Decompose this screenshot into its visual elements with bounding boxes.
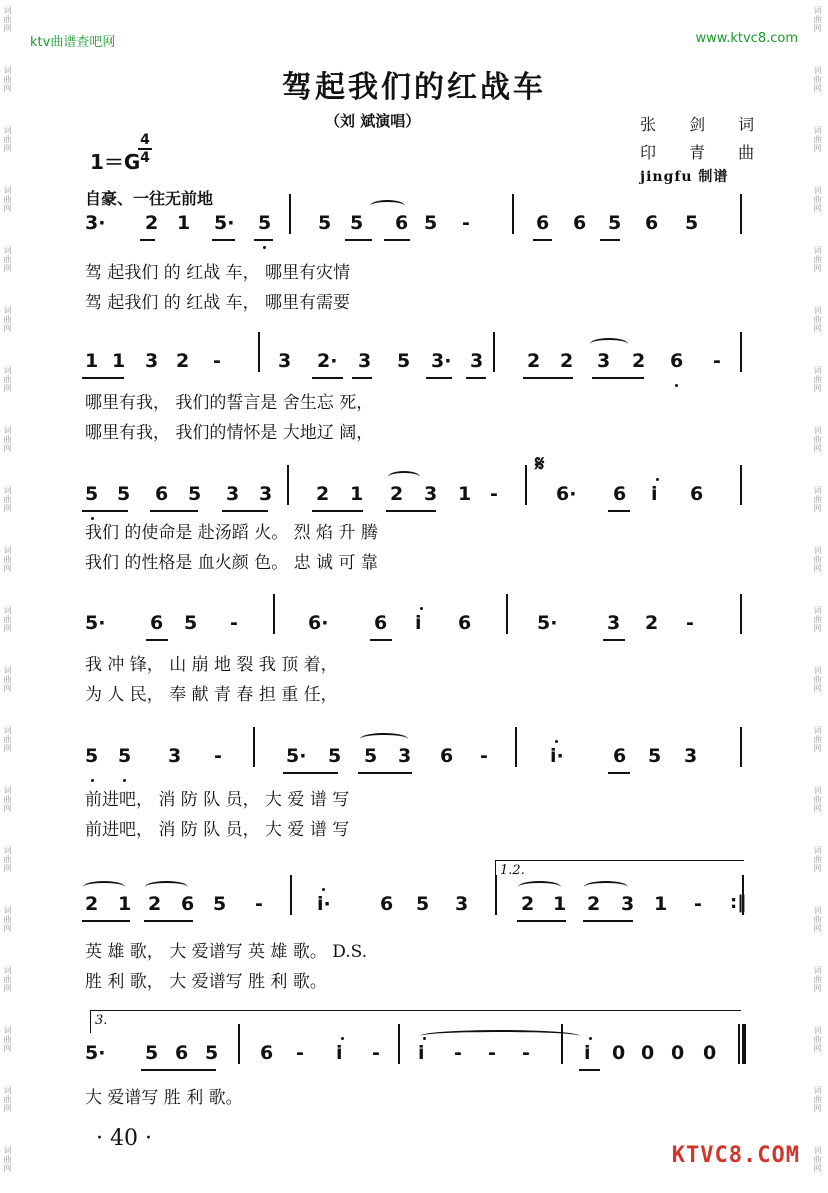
edge-watermark-text: 词曲网 bbox=[3, 1026, 12, 1053]
jianpu-note: - bbox=[296, 1042, 304, 1064]
jianpu-note: - bbox=[462, 212, 470, 234]
jianpu-note: 2 bbox=[587, 893, 601, 915]
underline-beam bbox=[579, 1069, 600, 1071]
jianpu-note: 5 bbox=[117, 483, 131, 505]
jianpu-note: 2· bbox=[317, 350, 338, 372]
bar-line bbox=[258, 332, 260, 372]
underline-beam bbox=[608, 772, 630, 774]
jianpu-note: 2 bbox=[632, 350, 646, 372]
jianpu-note: 3 bbox=[424, 483, 438, 505]
bar-line bbox=[740, 465, 742, 505]
lyric-line: 哪里有我， 我们的情怀是 大地辽 阔， bbox=[85, 423, 374, 443]
time-signature bbox=[138, 132, 152, 166]
edge-watermark-text: 词曲网 bbox=[813, 1086, 822, 1113]
octave-dot-above bbox=[656, 478, 659, 481]
octave-dot-above bbox=[420, 607, 423, 610]
jianpu-note: 0 bbox=[671, 1042, 685, 1064]
jianpu-note: 6 bbox=[458, 612, 472, 634]
underline-beam bbox=[82, 920, 130, 922]
underline-beam bbox=[150, 510, 198, 512]
lyric-line: 我 冲 锋， 山 崩 地 裂 我 顶 着， bbox=[85, 655, 338, 675]
jianpu-note: 3 bbox=[621, 893, 635, 915]
jianpu-note: 5 bbox=[424, 212, 438, 234]
underline-beam bbox=[386, 510, 436, 512]
bar-line bbox=[287, 465, 289, 505]
jianpu-note: 5 bbox=[205, 1042, 219, 1064]
jianpu-note: 3 bbox=[684, 745, 698, 767]
lyric-line: 我们 的性格是 血火颜 色。 忠 诚 可 靠 bbox=[85, 553, 378, 573]
jianpu-note: 6 bbox=[395, 212, 409, 234]
jianpu-note: 3· bbox=[431, 350, 452, 372]
jianpu-note: - bbox=[490, 483, 498, 505]
underline-beam bbox=[82, 510, 128, 512]
edge-watermark-text: 词曲网 bbox=[3, 966, 12, 993]
bar-line bbox=[740, 332, 742, 372]
repeat-sign: :‖ bbox=[730, 892, 747, 913]
bar-line bbox=[506, 594, 508, 634]
underline-beam bbox=[352, 377, 372, 379]
jianpu-note: 3 bbox=[259, 483, 273, 505]
octave-dot-above bbox=[555, 740, 558, 743]
jianpu-note: 6 bbox=[155, 483, 169, 505]
jianpu-note: - bbox=[713, 350, 721, 372]
jianpu-note: 6 bbox=[573, 212, 587, 234]
lyric-line: 哪里有我， 我们的誓言是 舍生忘 死， bbox=[85, 393, 374, 413]
arranger-credit: jingfu 制谱 bbox=[640, 169, 729, 185]
edge-watermark-text: 词曲网 bbox=[813, 66, 822, 93]
edge-watermark-text: 词曲网 bbox=[813, 846, 822, 873]
jianpu-note: 0 bbox=[612, 1042, 626, 1064]
jianpu-note: 5· bbox=[214, 212, 235, 234]
jianpu-note: 1 bbox=[85, 350, 99, 372]
jianpu-note: 3 bbox=[226, 483, 240, 505]
jianpu-note: 1 bbox=[553, 893, 567, 915]
edge-watermark-text: 词曲网 bbox=[3, 906, 12, 933]
edge-watermark-text: 词曲网 bbox=[813, 486, 822, 513]
lyric-line: 胜 利 歌， 大 爱谱写 胜 利 歌。 bbox=[85, 972, 327, 992]
jianpu-note: 5 bbox=[328, 745, 342, 767]
jianpu-note: 3· bbox=[85, 212, 106, 234]
edge-watermark-text: 词曲网 bbox=[813, 546, 822, 573]
underline-beam bbox=[533, 239, 552, 241]
score-system bbox=[0, 483, 828, 603]
bar-line bbox=[493, 332, 495, 372]
jianpu-note: 5 bbox=[258, 212, 272, 234]
jianpu-note: 3 bbox=[597, 350, 611, 372]
jianpu-note: 5 bbox=[85, 745, 99, 767]
edge-watermark-text: 词曲网 bbox=[813, 6, 822, 33]
jianpu-note: - bbox=[213, 350, 221, 372]
underline-beam bbox=[312, 510, 363, 512]
underline-beam bbox=[592, 377, 644, 379]
underline-beam bbox=[212, 239, 235, 241]
lyric-line: 前进吧， 消 防 队 员， 大 爱 谱 写 bbox=[85, 820, 350, 840]
jianpu-note: 5 bbox=[188, 483, 202, 505]
edge-watermark-text: 词曲网 bbox=[3, 1146, 12, 1173]
jianpu-note: 1 bbox=[654, 893, 668, 915]
tie-slur bbox=[145, 881, 188, 893]
jianpu-note: 5 bbox=[364, 745, 378, 767]
underline-beam bbox=[583, 920, 633, 922]
jianpu-note: 3 bbox=[278, 350, 292, 372]
bar-line bbox=[273, 594, 275, 634]
score-system bbox=[0, 350, 828, 470]
underline-beam bbox=[358, 772, 412, 774]
lyric-line: 驾 起我们 的 红战 车， 哪里有灾情 bbox=[85, 263, 351, 283]
underline-beam bbox=[466, 377, 486, 379]
tie-slur bbox=[360, 733, 408, 745]
jianpu-note: 2 bbox=[148, 893, 162, 915]
jianpu-note: 6· bbox=[308, 612, 329, 634]
octave-dot-above bbox=[589, 1037, 592, 1040]
octave-dot-above bbox=[423, 1037, 426, 1040]
jianpu-note: 6· bbox=[556, 483, 577, 505]
volta-bracket bbox=[90, 1010, 741, 1033]
jianpu-note: 5· bbox=[286, 745, 307, 767]
underline-beam bbox=[517, 920, 566, 922]
edge-watermark-text: 词曲网 bbox=[3, 786, 12, 813]
jianpu-note: 2 bbox=[176, 350, 190, 372]
tempo-marking: 自豪、一往无前地 bbox=[85, 189, 214, 208]
tie-slur bbox=[388, 471, 420, 483]
underline-beam bbox=[523, 377, 573, 379]
edge-watermark-text: 词曲网 bbox=[813, 726, 822, 753]
underline-beam bbox=[144, 920, 193, 922]
jianpu-note: 5 bbox=[648, 745, 662, 767]
jianpu-note: 2 bbox=[560, 350, 574, 372]
edge-watermark-text: 词曲网 bbox=[3, 606, 12, 633]
jianpu-note: 3 bbox=[145, 350, 159, 372]
jianpu-note: 6 bbox=[181, 893, 195, 915]
site-name-left[interactable]: ktv曲谱查吧网 bbox=[30, 35, 116, 50]
bar-line bbox=[740, 594, 742, 634]
jianpu-note: 5· bbox=[85, 612, 106, 634]
performer: （刘 斌演唱） bbox=[325, 112, 421, 130]
jianpu-note: 5 bbox=[318, 212, 332, 234]
jianpu-note: 6 bbox=[690, 483, 704, 505]
jianpu-note: 6 bbox=[536, 212, 550, 234]
lyric-line: 驾 起我们 的 红战 车， 哪里有需要 bbox=[85, 293, 351, 313]
edge-watermark-text: 词曲网 bbox=[813, 366, 822, 393]
octave-dot-above bbox=[341, 1037, 344, 1040]
jianpu-note: 5 bbox=[397, 350, 411, 372]
jianpu-note: 6 bbox=[175, 1042, 189, 1064]
jianpu-note: 5· bbox=[85, 1042, 106, 1064]
jianpu-note: 0 bbox=[703, 1042, 717, 1064]
jianpu-note: - bbox=[686, 612, 694, 634]
edge-watermark-text: 词曲网 bbox=[3, 186, 12, 213]
lyric-line: 为 人 民， 奉 献 青 春 担 重 任， bbox=[85, 685, 338, 705]
lyric-line: 我们 的使命是 赴汤蹈 火。 烈 焰 升 腾 bbox=[85, 523, 378, 543]
jianpu-note: - bbox=[694, 893, 702, 915]
score-system bbox=[0, 212, 828, 332]
edge-watermark-text: 词曲网 bbox=[813, 1026, 822, 1053]
ktvc8-logo: KTVC8.COM bbox=[671, 1143, 800, 1168]
lyric-line: 英 雄 歌， 大 爱谱写 英 雄 歌。 D.S. bbox=[85, 942, 368, 962]
octave-dot-below bbox=[123, 779, 126, 782]
jianpu-note: - bbox=[488, 1042, 496, 1064]
jianpu-note: - bbox=[214, 745, 222, 767]
edge-watermark-text: 词曲网 bbox=[3, 6, 12, 33]
final-bar-line bbox=[742, 1024, 746, 1064]
jianpu-note: 3 bbox=[398, 745, 412, 767]
jianpu-note: 6 bbox=[645, 212, 659, 234]
composer-credit: 印 青 曲 bbox=[640, 143, 769, 162]
lyricist-credit: 张 剑 词 bbox=[640, 115, 769, 134]
jianpu-note: i bbox=[584, 1042, 591, 1064]
octave-dot-above bbox=[322, 888, 325, 891]
underline-beam bbox=[600, 239, 620, 241]
jianpu-note: i bbox=[336, 1042, 343, 1064]
jianpu-note: i· bbox=[550, 745, 564, 767]
octave-dot-below bbox=[675, 384, 678, 387]
underline-beam bbox=[146, 639, 168, 641]
song-title: 驾起我们的红战车 bbox=[282, 70, 546, 105]
jianpu-note: 3 bbox=[470, 350, 484, 372]
jianpu-note: 1 bbox=[112, 350, 126, 372]
jianpu-note: 6 bbox=[613, 745, 627, 767]
edge-watermark-text: 词曲网 bbox=[3, 426, 12, 453]
edge-watermark-text: 词曲网 bbox=[3, 546, 12, 573]
underline-beam bbox=[283, 772, 338, 774]
jianpu-note: 2 bbox=[521, 893, 535, 915]
segno-sign: 𝄋 bbox=[535, 452, 545, 477]
edge-watermark-text: 词曲网 bbox=[813, 126, 822, 153]
jianpu-note: - bbox=[454, 1042, 462, 1064]
jianpu-note: 5 bbox=[416, 893, 430, 915]
underline-beam bbox=[82, 377, 124, 379]
edge-watermark-text: 词曲网 bbox=[3, 66, 12, 93]
octave-dot-below bbox=[91, 779, 94, 782]
jianpu-note: i bbox=[651, 483, 658, 505]
lyric-line: 大 爱谱写 胜 利 歌。 bbox=[85, 1088, 243, 1108]
edge-watermark-text: 词曲网 bbox=[3, 366, 12, 393]
bar-line bbox=[290, 875, 292, 915]
edge-watermark-text: 词曲网 bbox=[813, 606, 822, 633]
jianpu-note: 5 bbox=[685, 212, 699, 234]
jianpu-note: 0 bbox=[641, 1042, 655, 1064]
underline-beam bbox=[222, 510, 268, 512]
underline-beam bbox=[603, 639, 625, 641]
page-number: · 40 · bbox=[96, 1126, 152, 1151]
octave-dot-below bbox=[263, 246, 266, 249]
score-system bbox=[0, 893, 828, 1013]
underline-beam bbox=[254, 239, 273, 241]
bar-line bbox=[740, 727, 742, 767]
jianpu-note: 6 bbox=[613, 483, 627, 505]
jianpu-note: 1 bbox=[118, 893, 132, 915]
jianpu-note: 5 bbox=[608, 212, 622, 234]
jianpu-note: 6 bbox=[440, 745, 454, 767]
jianpu-note: 2 bbox=[390, 483, 404, 505]
jianpu-note: 3 bbox=[607, 612, 621, 634]
jianpu-note: 2 bbox=[316, 483, 330, 505]
jianpu-note: i· bbox=[317, 893, 331, 915]
jianpu-note: i bbox=[415, 612, 422, 634]
jianpu-note: 5 bbox=[118, 745, 132, 767]
bar-line bbox=[525, 465, 527, 505]
site-url-right[interactable]: www.ktvc8.com bbox=[695, 31, 798, 46]
score-system bbox=[0, 745, 828, 865]
tie-slur bbox=[590, 338, 628, 350]
edge-watermark-text: 词曲网 bbox=[813, 966, 822, 993]
bar-line bbox=[740, 194, 742, 234]
edge-watermark-text: 词曲网 bbox=[3, 306, 12, 333]
underline-beam bbox=[141, 1069, 216, 1071]
jianpu-note: 2 bbox=[85, 893, 99, 915]
edge-watermark-text: 词曲网 bbox=[813, 906, 822, 933]
jianpu-note: 6 bbox=[260, 1042, 274, 1064]
edge-watermark-text: 词曲网 bbox=[3, 1086, 12, 1113]
jianpu-note: 1 bbox=[458, 483, 472, 505]
jianpu-note: - bbox=[255, 893, 263, 915]
volta-label: 1.2. bbox=[500, 863, 525, 878]
underline-beam bbox=[345, 239, 372, 241]
jianpu-note: 5 bbox=[350, 212, 364, 234]
jianpu-note: 2 bbox=[145, 212, 159, 234]
jianpu-note: - bbox=[480, 745, 488, 767]
jianpu-note: - bbox=[372, 1042, 380, 1064]
bar-line bbox=[515, 727, 517, 767]
jianpu-note: 5 bbox=[145, 1042, 159, 1064]
bar-line bbox=[512, 194, 514, 234]
jianpu-note: 1 bbox=[177, 212, 191, 234]
underline-beam bbox=[426, 377, 452, 379]
jianpu-note: - bbox=[230, 612, 238, 634]
underline-beam bbox=[140, 239, 155, 241]
edge-watermark-text: 词曲网 bbox=[3, 846, 12, 873]
jianpu-note: - bbox=[522, 1042, 530, 1064]
underline-beam bbox=[384, 239, 410, 241]
tie-slur bbox=[370, 200, 405, 212]
edge-watermark-text: 词曲网 bbox=[813, 246, 822, 273]
edge-watermark-text: 词曲网 bbox=[813, 786, 822, 813]
jianpu-note: 5 bbox=[184, 612, 198, 634]
time-top: 4 bbox=[140, 132, 150, 148]
jianpu-note: 1 bbox=[350, 483, 364, 505]
edge-watermark-text: 词曲网 bbox=[813, 666, 822, 693]
score-system bbox=[0, 612, 828, 732]
lyric-line: 前进吧， 消 防 队 员， 大 爱 谱 写 bbox=[85, 790, 350, 810]
key-signature: 1＝G bbox=[90, 150, 141, 174]
underline-beam bbox=[312, 377, 343, 379]
jianpu-note: 2 bbox=[527, 350, 541, 372]
edge-watermark-text: 词曲网 bbox=[813, 426, 822, 453]
tie-slur bbox=[83, 881, 125, 893]
time-bottom: 4 bbox=[140, 150, 150, 166]
volta-label: 3. bbox=[95, 1013, 108, 1028]
jianpu-note: 5 bbox=[85, 483, 99, 505]
jianpu-note: 3 bbox=[168, 745, 182, 767]
bar-line bbox=[289, 194, 291, 234]
underline-beam bbox=[370, 639, 392, 641]
jianpu-note: i bbox=[418, 1042, 425, 1064]
jianpu-note: 6 bbox=[670, 350, 684, 372]
jianpu-note: 2 bbox=[645, 612, 659, 634]
volta-bracket bbox=[495, 860, 744, 883]
edge-watermark-text: 词曲网 bbox=[3, 666, 12, 693]
underline-beam bbox=[608, 510, 630, 512]
edge-watermark-text: 词曲网 bbox=[813, 1146, 822, 1173]
edge-watermark-text: 词曲网 bbox=[813, 186, 822, 213]
jianpu-note: 6 bbox=[380, 893, 394, 915]
edge-watermark-text: 词曲网 bbox=[3, 726, 12, 753]
jianpu-note: 6 bbox=[374, 612, 388, 634]
jianpu-note: 3 bbox=[455, 893, 469, 915]
jianpu-note: 6 bbox=[150, 612, 164, 634]
jianpu-note: 5· bbox=[537, 612, 558, 634]
edge-watermark-text: 词曲网 bbox=[3, 246, 12, 273]
edge-watermark-text: 词曲网 bbox=[813, 306, 822, 333]
jianpu-note: 5 bbox=[213, 893, 227, 915]
jianpu-note: 3 bbox=[358, 350, 372, 372]
edge-watermark-text: 词曲网 bbox=[3, 486, 12, 513]
edge-watermark-text: 词曲网 bbox=[3, 126, 12, 153]
bar-line bbox=[253, 727, 255, 767]
